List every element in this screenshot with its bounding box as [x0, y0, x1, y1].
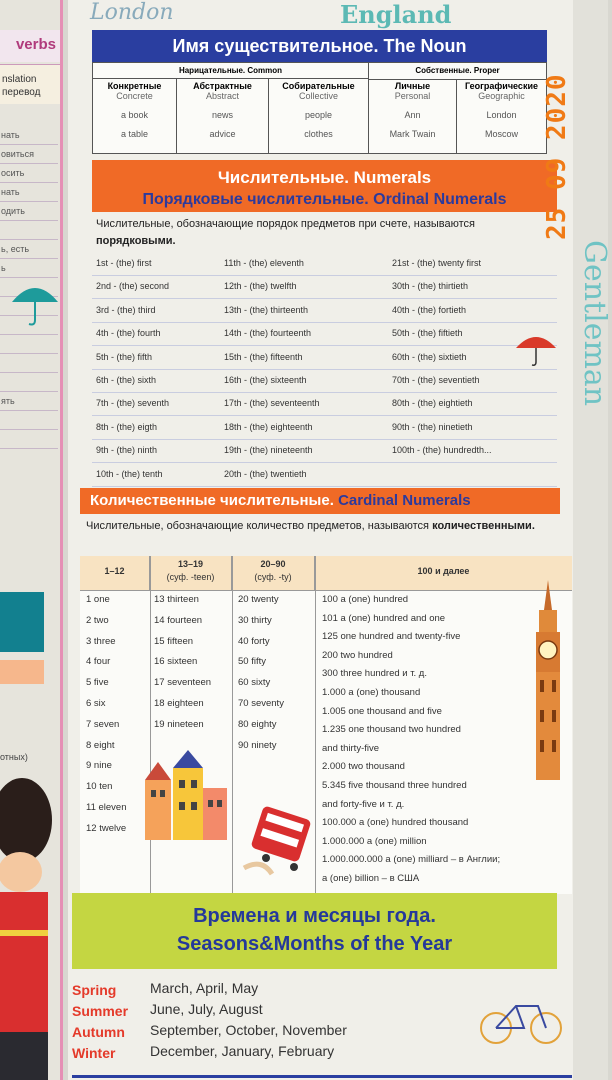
ordinal-description	[92, 214, 557, 252]
noun-col-personal	[369, 79, 457, 153]
col-head-ru: Собирательные	[282, 81, 355, 91]
header-suffix: (суф. -teen)	[166, 572, 215, 582]
cardinal-title-ru: Количественные числительные.	[90, 492, 334, 509]
noun-table	[92, 62, 547, 154]
cardinal-cell: 1.000.000 a (one) million	[322, 835, 427, 847]
cardinal-cell: 1.235 one thousand two hundred	[322, 724, 461, 736]
proper-header: Собственные. Proper	[369, 63, 546, 80]
ordinal-row	[92, 347, 557, 370]
left-row: нать	[0, 126, 58, 145]
season-name: Autumn	[72, 1024, 125, 1040]
bus-illustration	[242, 808, 312, 878]
col-head-ru: Абстрактные	[193, 81, 252, 91]
ordinal-cell: 70th - (the) seventieth	[392, 375, 480, 385]
ordinal-cell: 1st - (the) first	[96, 258, 152, 268]
cardinal-cell: 8 eight	[86, 739, 115, 751]
header-label: 20–90	[260, 559, 286, 569]
numerals-title: Числительные. Numerals	[217, 168, 432, 187]
big-ben-illustration	[528, 580, 568, 780]
ordinal-cell: 17th - (the) seventeenth	[224, 398, 320, 409]
noun-example: Ann	[404, 110, 421, 120]
cardinal-table	[80, 556, 572, 894]
seasons-title-en: Seasons&Months of the Year	[176, 933, 453, 955]
cardinal-cell: 300 three hundred и т. д.	[322, 668, 427, 680]
ordinal-cell: 6th - (the) sixth	[96, 375, 157, 385]
pink-divider	[60, 0, 63, 1080]
ordinal-title: Порядковые числительные. Ordinal Numerals	[142, 191, 507, 208]
ordinal-row	[92, 440, 557, 463]
date-stamp: 25 09 2020	[542, 73, 572, 240]
cardinal-cell: 2.000 two thousand	[322, 761, 405, 773]
cardinal-cell: 60 sixty	[238, 677, 271, 689]
cardinal-cell: 2 two	[86, 614, 109, 626]
cardinal-cell: 12 twelve	[86, 822, 127, 834]
cardinal-cell: a (one) billion – в США	[322, 873, 420, 884]
ordinal-cell: 8th - (the) eigth	[96, 421, 158, 432]
ordinal-cell: 50th - (the) fiftieth	[392, 328, 463, 339]
left-row: ять	[0, 392, 58, 411]
umbrella-icon	[10, 280, 60, 330]
red-umbrella-icon	[514, 330, 558, 370]
season-name: Summer	[72, 1003, 129, 1019]
col-head-en: Abstract	[205, 91, 239, 101]
seasons-title-ru: Времена и месяцы года.	[193, 905, 436, 927]
cardinal-cell: 200 two hundred	[322, 649, 393, 661]
ordinal-row	[92, 300, 557, 323]
cardinal-cell: 17 seventeen	[154, 677, 212, 689]
col-head-en: Concrete	[116, 91, 153, 101]
cardinal-cell: 10 ten	[86, 781, 113, 793]
season-name: Winter	[72, 1045, 116, 1061]
noun-col-collective	[269, 79, 369, 153]
ordinal-cell: 20th - (the) twentieth	[224, 468, 307, 479]
cardinal-cell: 50 fifty	[238, 656, 266, 668]
noun-example: advice	[209, 129, 236, 139]
cardinal-cell: 100.000 a (one) hundred thousand	[322, 817, 469, 829]
col-head-en: Geographic	[478, 91, 525, 101]
ordinal-cell: 100th - (the) hundredth...	[392, 445, 492, 456]
cardinal-header	[80, 488, 560, 514]
ordinal-cell: 5th - (the) fifth	[96, 351, 153, 362]
cardinal-cell: 20 twenty	[238, 594, 279, 605]
ordinal-row	[92, 417, 557, 440]
cardinal-cell: 18 eighteen	[154, 698, 204, 709]
noun-col-geographic	[457, 79, 546, 153]
noun-example: news	[211, 110, 233, 120]
bicycle-illustration	[476, 990, 566, 1045]
cardinal-cell: 4 four	[86, 656, 111, 668]
translation-header	[0, 64, 60, 104]
ordinal-cell: 14th - (the) fourteenth	[224, 328, 312, 339]
translation-label: nslation	[2, 74, 37, 85]
ordinal-cell: 80th - (the) eightieth	[392, 398, 473, 409]
left-row	[0, 335, 58, 354]
season-months: December, January, February	[150, 1043, 335, 1059]
cardinal-desc-bold: количественными.	[432, 520, 535, 532]
col-head-ru: Личные	[394, 81, 431, 91]
translation-label-ru: перевод	[2, 87, 41, 98]
cardinal-cell: 9 nine	[86, 760, 112, 772]
col-head-ru: Конкретные	[107, 81, 162, 91]
ordinal-desc-bold: порядковыми.	[96, 235, 176, 247]
table-line	[80, 590, 572, 591]
season-months: September, October, November	[150, 1022, 347, 1038]
decor-scribble: London	[90, 0, 174, 25]
ordinal-row	[92, 276, 557, 299]
cardinal-cell: 11 eleven	[86, 802, 127, 813]
cardinal-cell: 80 eighty	[238, 718, 277, 730]
seasons-header	[72, 893, 557, 969]
verbs-heading: verbs	[0, 30, 60, 62]
houses-illustration	[143, 750, 228, 840]
ordinal-cell: 30th - (the) thirtieth	[392, 281, 469, 292]
ordinal-cell: 7th - (the) seventh	[96, 398, 170, 409]
season-name: Spring	[72, 982, 117, 998]
header-label: 100 и далее	[417, 566, 470, 576]
cardinal-title-en: Cardinal Numerals	[338, 492, 471, 509]
ordinal-cell: 21st - (the) twenty first	[392, 258, 482, 268]
cardinal-cell: 1.000 a (one) thousand	[322, 687, 421, 698]
noun-example: Mark Twain	[389, 129, 436, 139]
ordinal-desc-text: Числительные, обозначающие порядок предметов при счете, называются	[96, 218, 476, 230]
cardinal-cell: and thirty-five	[322, 742, 380, 754]
left-row: одить	[0, 202, 58, 221]
ordinal-cell: 10th - (the) tenth	[96, 468, 163, 479]
header-1-12	[80, 556, 150, 590]
left-row: ь, есть	[0, 240, 58, 259]
left-row: осить	[0, 164, 58, 183]
ordinal-cell: 3rd - (the) third	[96, 304, 156, 315]
left-row: нать	[0, 183, 58, 202]
noun-example: people	[304, 110, 333, 120]
left-row	[0, 373, 58, 392]
bottom-border	[72, 1075, 572, 1078]
ordinal-cell: 13th - (the) thirteenth	[224, 304, 309, 315]
teal-block	[0, 592, 44, 652]
cardinal-cell: 1.005 one thousand and five	[322, 705, 442, 717]
cardinal-cell: 6 six	[86, 698, 106, 709]
cardinal-cell: 7 seven	[86, 718, 120, 730]
season-months: March, April, May	[150, 980, 259, 996]
ordinal-cell: 60th - (the) sixtieth	[392, 351, 467, 362]
noun-title: Имя существительное. The Noun	[92, 30, 547, 62]
col-head-en: Personal	[394, 91, 431, 101]
cardinal-cell: 5.345 five thousand three hundred	[322, 780, 467, 791]
cardinal-cell: and forty-five и т. д.	[322, 798, 405, 810]
cardinal-cell: 3 three	[86, 635, 116, 647]
cardinal-cell: 100 a (one) hundred	[322, 594, 409, 605]
noun-example: Moscow	[484, 129, 518, 139]
cardinal-cell: 15 fifteen	[154, 635, 194, 647]
cardinal-cell: 19 nineteen	[154, 718, 204, 730]
noun-example: clothes	[304, 129, 333, 139]
numerals-header	[92, 160, 557, 212]
header-label: 13–19	[177, 559, 204, 569]
season-row	[72, 1045, 372, 1067]
noun-example: a table	[120, 129, 149, 139]
ordinal-cell: 40th - (the) fortieth	[392, 304, 467, 315]
cardinal-cell: 1.000.000.000 a (one) milliard – в Англии;	[322, 854, 501, 866]
decor-england: England	[340, 0, 452, 29]
season-months: June, July, August	[150, 1001, 263, 1017]
ordinal-cell: 2nd - (the) second	[96, 281, 170, 292]
noun-example: London	[486, 110, 517, 120]
noun-example: a book	[120, 110, 149, 120]
left-row	[0, 411, 58, 430]
cardinal-cell: 13 thirteen	[154, 594, 199, 605]
ordinal-cell: 12th - (the) twelfth	[224, 281, 297, 292]
ordinal-cell: 15th - (the) fifteenth	[224, 351, 303, 362]
cardinal-cell: 90 ninety	[238, 739, 277, 751]
ordinal-row	[92, 464, 557, 487]
left-note: отных)	[0, 752, 28, 762]
ordinal-cell: 19th - (the) nineteenth	[224, 445, 313, 456]
decor-gentleman: Gentleman	[577, 240, 612, 407]
cardinal-cell: 40 forty	[238, 635, 270, 647]
ordinal-row	[92, 370, 557, 393]
cardinal-cell: 16 sixteen	[154, 656, 198, 668]
cardinal-cell: 70 seventy	[238, 698, 284, 709]
cardinal-cell: 14 fourteen	[154, 614, 203, 626]
cardinal-cell: 101 a (one) hundred and one	[322, 612, 446, 624]
noun-col-abstract	[177, 79, 269, 153]
cardinal-cell: 1 one	[86, 594, 110, 605]
table-vline	[232, 556, 233, 894]
cardinal-cell: 5 five	[86, 677, 109, 689]
ordinal-cell: 9th - (the) ninth	[96, 445, 158, 456]
ordinal-row	[92, 393, 557, 416]
ordinal-cell: 11th - (the) eleventh	[224, 258, 304, 268]
header-label: 1–12	[104, 566, 125, 576]
cardinal-description	[80, 516, 570, 556]
cardinal-desc-text: Числительные, обозначающие количество предметов, называются	[86, 520, 430, 532]
royal-guard-illustration	[0, 780, 58, 1080]
col-head-ru: Географические	[465, 81, 538, 91]
left-row: ь	[0, 259, 58, 278]
header-suffix: (суф. -ty)	[254, 572, 292, 582]
ordinal-cell: 18th - (the) eighteenth	[224, 421, 313, 432]
left-row: овиться	[0, 145, 58, 164]
left-row	[0, 354, 58, 373]
ordinal-cell: 90th - (the) ninetieth	[392, 421, 473, 432]
common-header: Нарицательные. Common	[93, 63, 369, 79]
table-vline	[315, 556, 316, 894]
ordinal-cell: 4th - (the) fourth	[96, 328, 161, 339]
ordinal-cell: 16th - (the) sixteenth	[224, 375, 307, 385]
cardinal-cell: 125 one hundred and twenty-five	[322, 631, 461, 643]
header-13-19	[150, 556, 232, 590]
ordinal-row	[92, 253, 557, 276]
left-row	[0, 221, 58, 240]
header-20-90	[232, 556, 315, 590]
table-vline	[150, 556, 151, 894]
left-row	[0, 430, 58, 449]
ordinal-row	[92, 323, 557, 346]
noun-col-concrete	[93, 79, 177, 153]
col-head-en: Collective	[298, 91, 338, 101]
orange-block	[0, 660, 44, 684]
cardinal-cell: 30 thirty	[238, 614, 272, 626]
